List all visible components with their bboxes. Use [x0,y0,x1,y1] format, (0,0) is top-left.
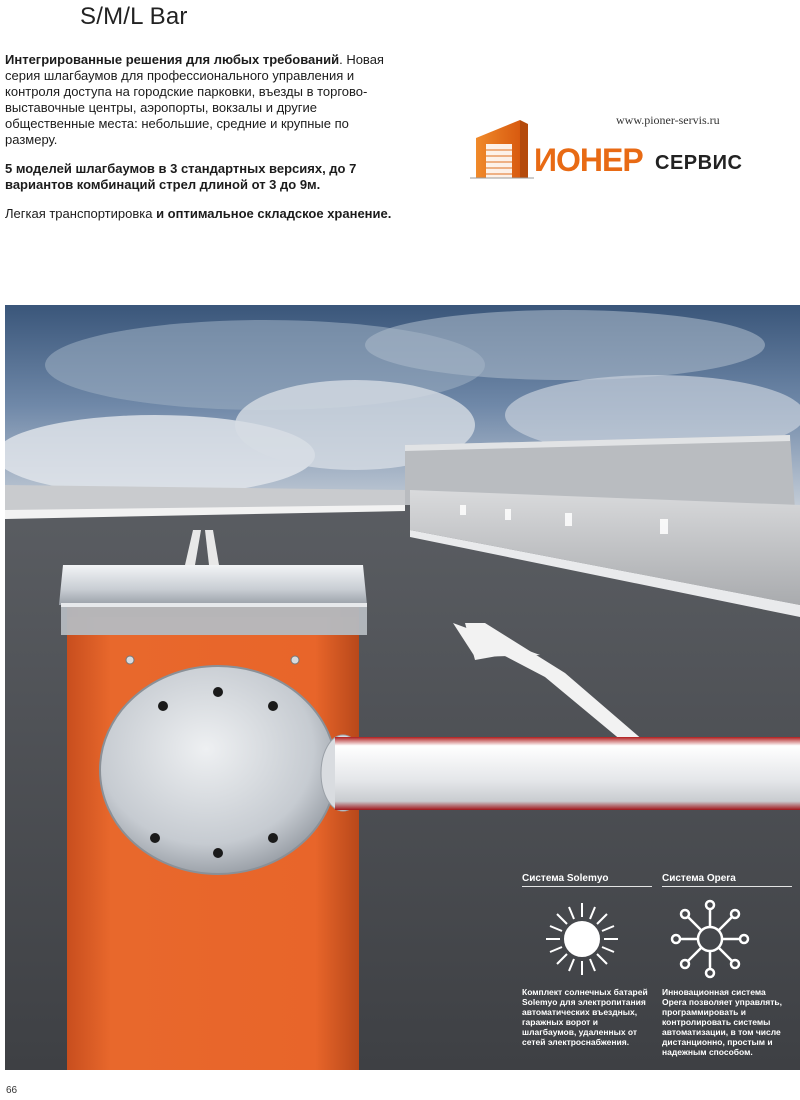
logo-url: www.pioner-servis.ru [616,113,720,127]
intro-text [5,52,395,235]
company-logo [470,112,770,192]
feature-solemyo-description: Комплект солнечных батарей Solemyo для электропитания автоматических въездных, гаражных ворот и шлагбаумов, удаленных от сетей электроснабжения. [522,987,648,1047]
page-title: S/M/L Bar [80,3,188,30]
logo-word-secondary: СЕРВИС [655,152,743,174]
intro-p2-bold: 5 моделей шлагбаумов в 3 стандартных версиях, до 7 вариантов комбинаций стрел длиной от 3 до 9м. [5,161,357,192]
feature-opera-description: Инновационная система Opera позволяет управлять, программировать и контролировать системы автоматизации, в том числе дистанционно, простым и надежным способом. [662,987,782,1057]
feature-solemyo-title: Система Solemyo [522,873,652,887]
feature-solemyo [522,873,652,1047]
network-hub-icon [662,887,792,987]
intro-p1-bold: Интегрированные решения для любых требований [5,52,340,67]
page-number: 66 [6,1085,18,1096]
logo-word-main: ИОНЕР [534,142,643,178]
intro-paragraph-3 [5,206,395,222]
feature-opera-title: Система Opera [662,873,792,887]
intro-p3-bold: и оптимальное складское хранение. [156,206,392,221]
intro-paragraph-1 [5,52,395,148]
intro-paragraph-2 [5,161,395,193]
sun-icon [522,887,652,987]
intro-p3-normal: Легкая транспортировка [5,206,157,221]
feature-opera [662,873,792,1057]
logo-p-glyph-icon [470,112,540,192]
intro-p1-rest: . Новая серия шлагбаумов для профессионального управления и контроля доступа на городские парковки, въезды в торгово-выставочные центры, аэропорты, вокзалы и другие общественные места: небольшие, средние и крупные по размеру. [5,52,384,147]
